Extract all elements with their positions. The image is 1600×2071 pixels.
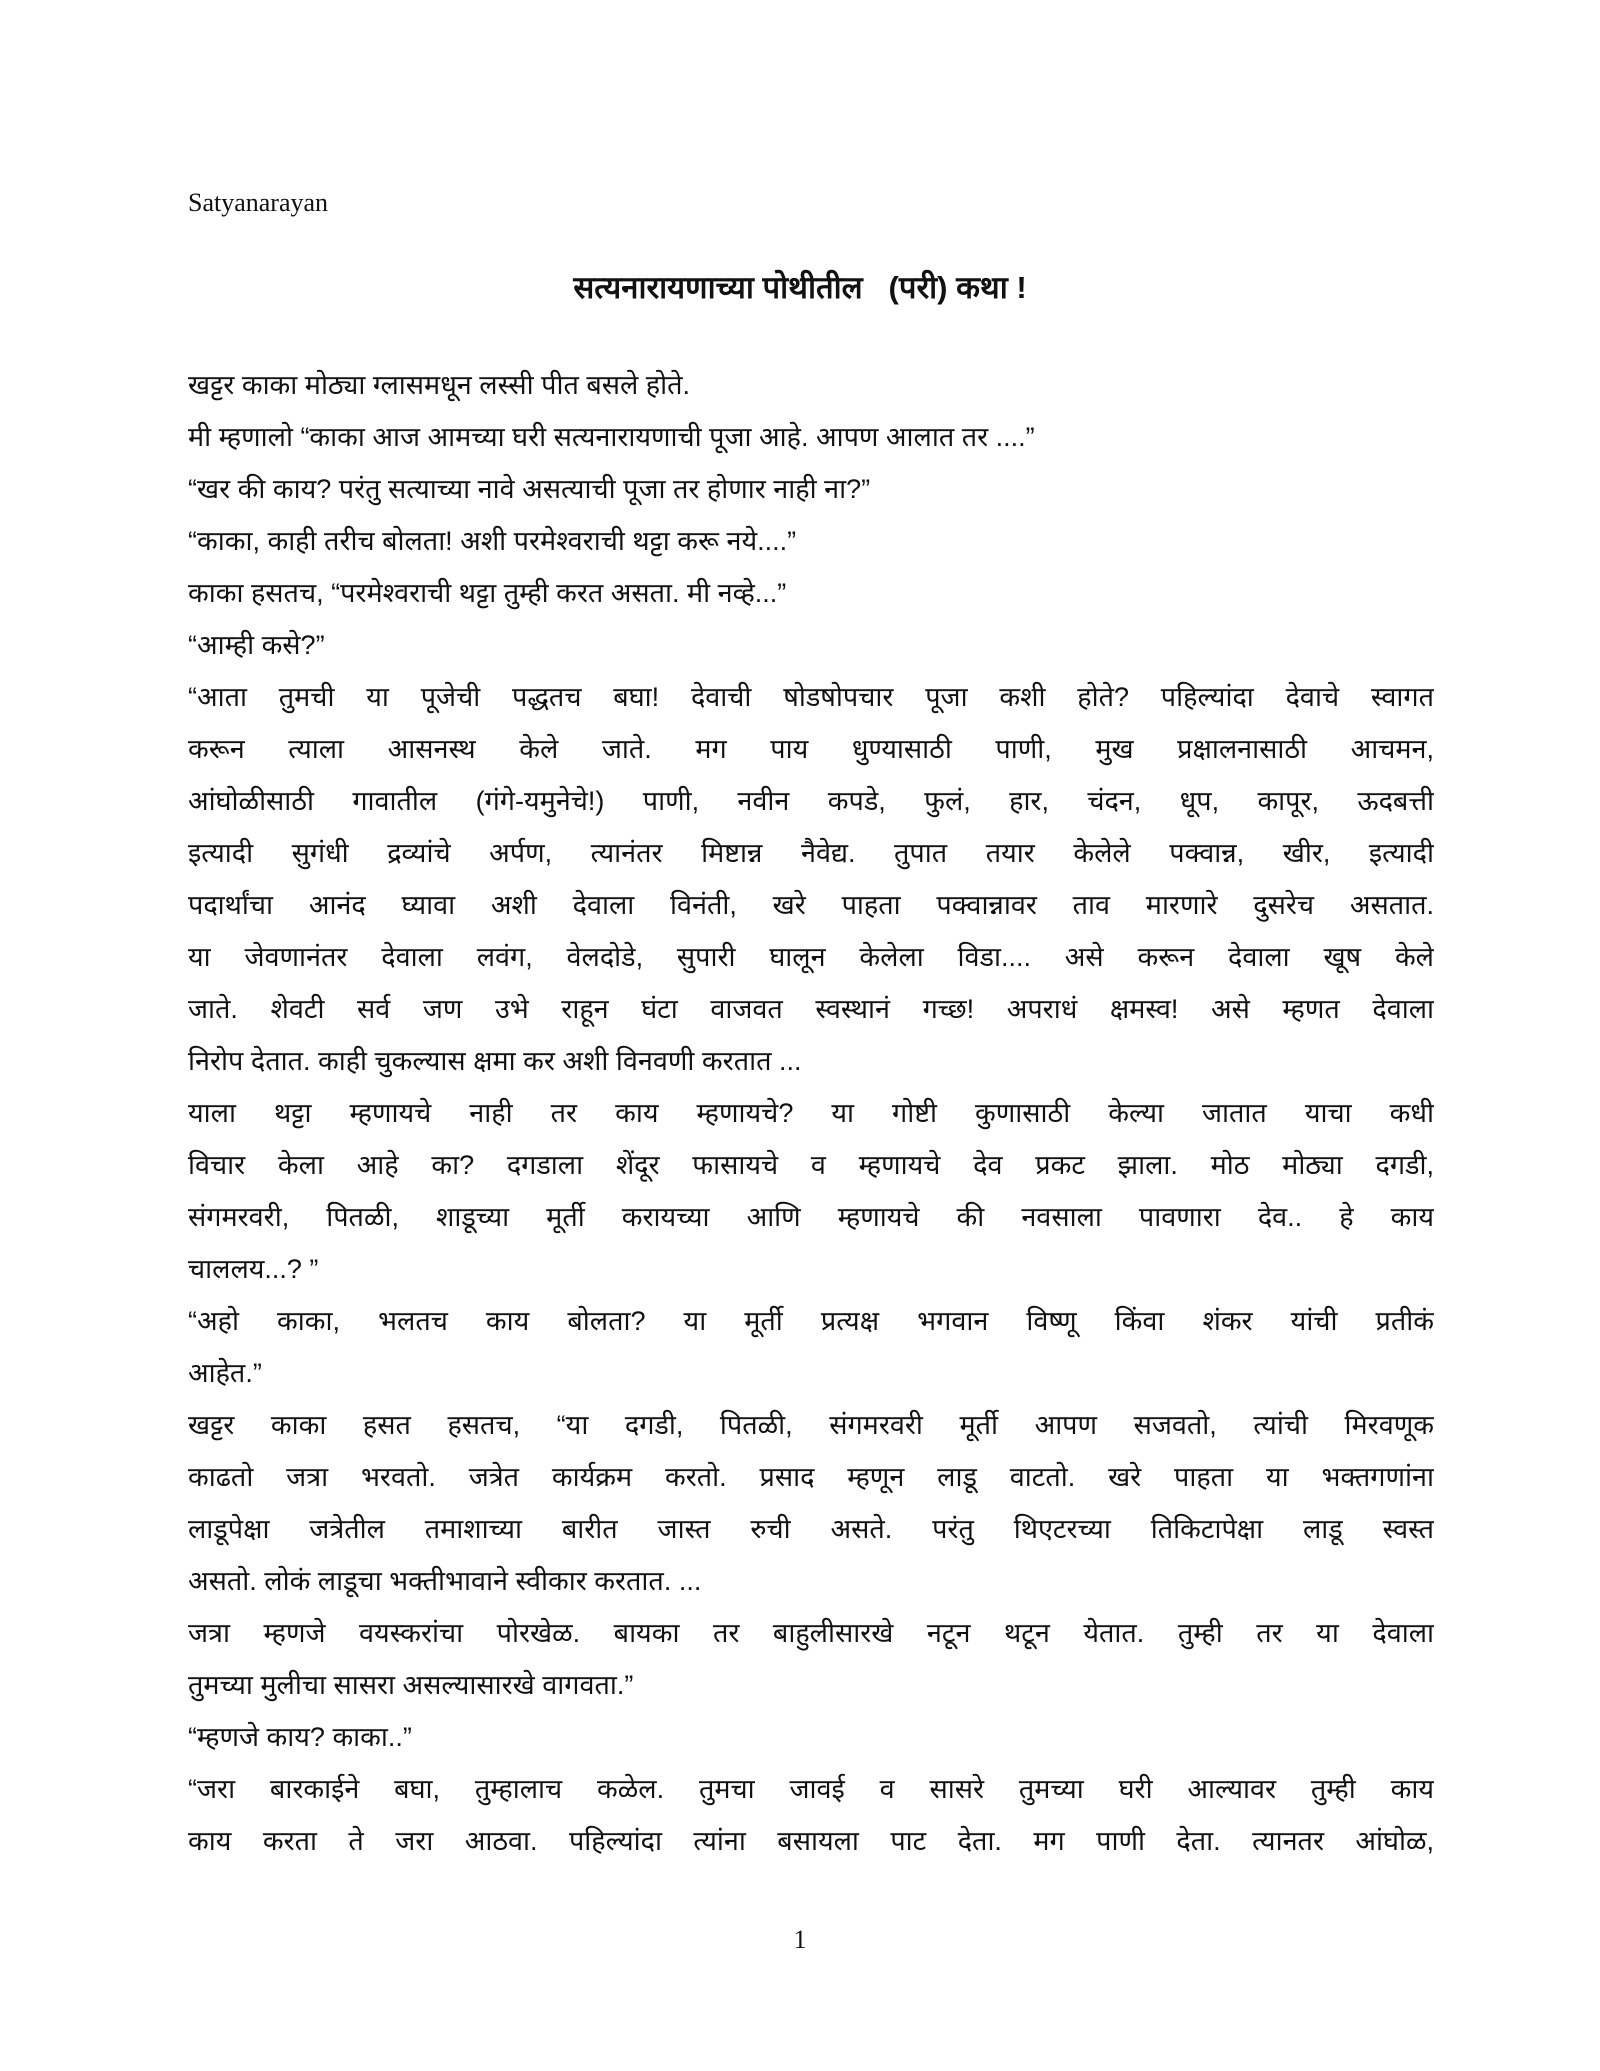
text-line: जत्रा म्हणजे वयस्करांचा पोरखेळ. बायका तर बाहुलीसारखे नटून थटून येतात. तुम्ही तर या देवाला — [188, 1618, 1434, 1648]
text-line: “काका, काही तरीच बोलता! अशी परमेश्वराची थट्टा करू नये....” — [188, 526, 797, 556]
text-line: “आता तुमची या पूजेची पद्धतच बघा! देवाची षोडषोपचार पूजा कशी होते? पहिल्यांदा देवाचे स्वागत — [188, 682, 1434, 712]
text-line: आहेत.” — [188, 1358, 262, 1388]
text-line: मी म्हणालो “काका आज आमच्या घरी सत्यनारायणाची पूजा आहे. आपण आलात तर ....” — [188, 422, 1035, 452]
text-line: जाते. शेवटी सर्व जण उभे राहून घंटा वाजवत स्वस्थानं गच्छ! अपराधं क्षमस्व! असे म्हणत देवाला — [188, 994, 1434, 1024]
text-line: “खर की काय? परंतु सत्याच्या नावे असत्याची पूजा तर होणार नाही ना?” — [188, 474, 871, 504]
text-line: लाडूपेक्षा जत्रेतील तमाशाच्या बारीत जास्त रुची असते. परंतु थिएटरच्या तिकिटापेक्षा लाडू स्वस्त — [188, 1514, 1434, 1544]
text-line: पदार्थांचा आनंद घ्यावा अशी देवाला विनंती, खरे पाहता पक्वान्नावर ताव मारणारे दुसरेच असतात. — [188, 890, 1434, 920]
text-line: असतो. लोकं लाडूचा भक्तीभावाने स्वीकार करतात. ... — [188, 1566, 702, 1596]
text-line: तुमच्या मुलीचा सासरा असल्यासारखे वागवता.” — [188, 1670, 634, 1700]
document-body — [188, 359, 1434, 1867]
text-line: “जरा बारकाईने बघा, तुम्हालाच कळेल. तुमचा जावई व सासरे तुमच्या घरी आल्यावर तुम्ही काय — [188, 1774, 1434, 1804]
text-line: “आम्ही कसे?” — [188, 630, 325, 660]
text-line: “अहो काका, भलतच काय बोलता? या मूर्ती प्रत्यक्ष भगवान विष्णू किंवा शंकर यांची प्रतीकं — [188, 1306, 1434, 1336]
text-line: निरोप देतात. काही चुकल्यास क्षमा कर अशी विनवणी करतात ... — [188, 1046, 802, 1076]
text-line: विचार केला आहे का? दगडाला शेंदूर फासायचे व म्हणायचे देव प्रकट झाला. मोठ मोठ्या दगडी, — [188, 1150, 1434, 1180]
text-line: आंघोळीसाठी गावातील (गंगे-यमुनेचे!) पाणी, नवीन कपडे, फुलं, हार, चंदन, धूप, कापूर, ऊदबत्ती — [188, 786, 1434, 816]
text-line: चाललय...? ” — [188, 1254, 319, 1284]
text-line: संगमरवरी, पितळी, शाडूच्या मूर्ती करायच्या आणि म्हणायचे की नवसाला पावणारा देव.. हे काय — [188, 1202, 1434, 1232]
text-line: काय करता ते जरा आठवा. पहिल्यांदा त्यांना बसायला पाट देता. मग पाणी देता. त्यानतर आंघोळ, — [188, 1826, 1434, 1856]
text-line: काढतो जत्रा भरवतो. जत्रेत कार्यक्रम करतो. प्रसाद म्हणून लाडू वाटतो. खरे पाहता या भक्तगणांना — [188, 1462, 1434, 1492]
text-line: या जेवणानंतर देवाला लवंग, वेलदोडे, सुपारी घालून केलेला विडा.... असे करून देवाला खूष केले — [188, 942, 1434, 972]
text-line: काका हसतच, “परमेश्वराची थट्टा तुम्ही करत असता. मी नव्हे...” — [188, 578, 787, 608]
text-line: इत्यादी सुगंधी द्रव्यांचे अर्पण, त्यानंतर मिष्टान्न नैवेद्य. तुपात तयार केलेले पक्वान्न, खीर, इत्यादी — [188, 838, 1434, 868]
text-line: खट्टर काका हसत हसतच, “या दगडी, पितळी, संगमरवरी मूर्ती आपण सजवतो, त्यांची मिरवणूक — [188, 1410, 1434, 1440]
text-line: याला थट्टा म्हणायचे नाही तर काय म्हणायचे? या गोष्टी कुणासाठी केल्या जातात याचा कधी — [188, 1098, 1434, 1128]
page-number: 1 — [793, 1925, 807, 1954]
page-title: सत्यनारायणाच्या पोथीतील (परी) कथा ! — [573, 270, 1027, 305]
document-header: Satyanarayan — [188, 188, 329, 217]
text-line: खट्टर काका मोठ्या ग्लासमधून लस्सी पीत बसले होते. — [188, 370, 691, 400]
text-line: “म्हणजे काय? काका..” — [188, 1722, 412, 1752]
text-line: करून त्याला आसनस्थ केले जाते. मग पाय धुण्यासाठी पाणी, मुख प्रक्षालनासाठी आचमन, — [188, 734, 1434, 764]
